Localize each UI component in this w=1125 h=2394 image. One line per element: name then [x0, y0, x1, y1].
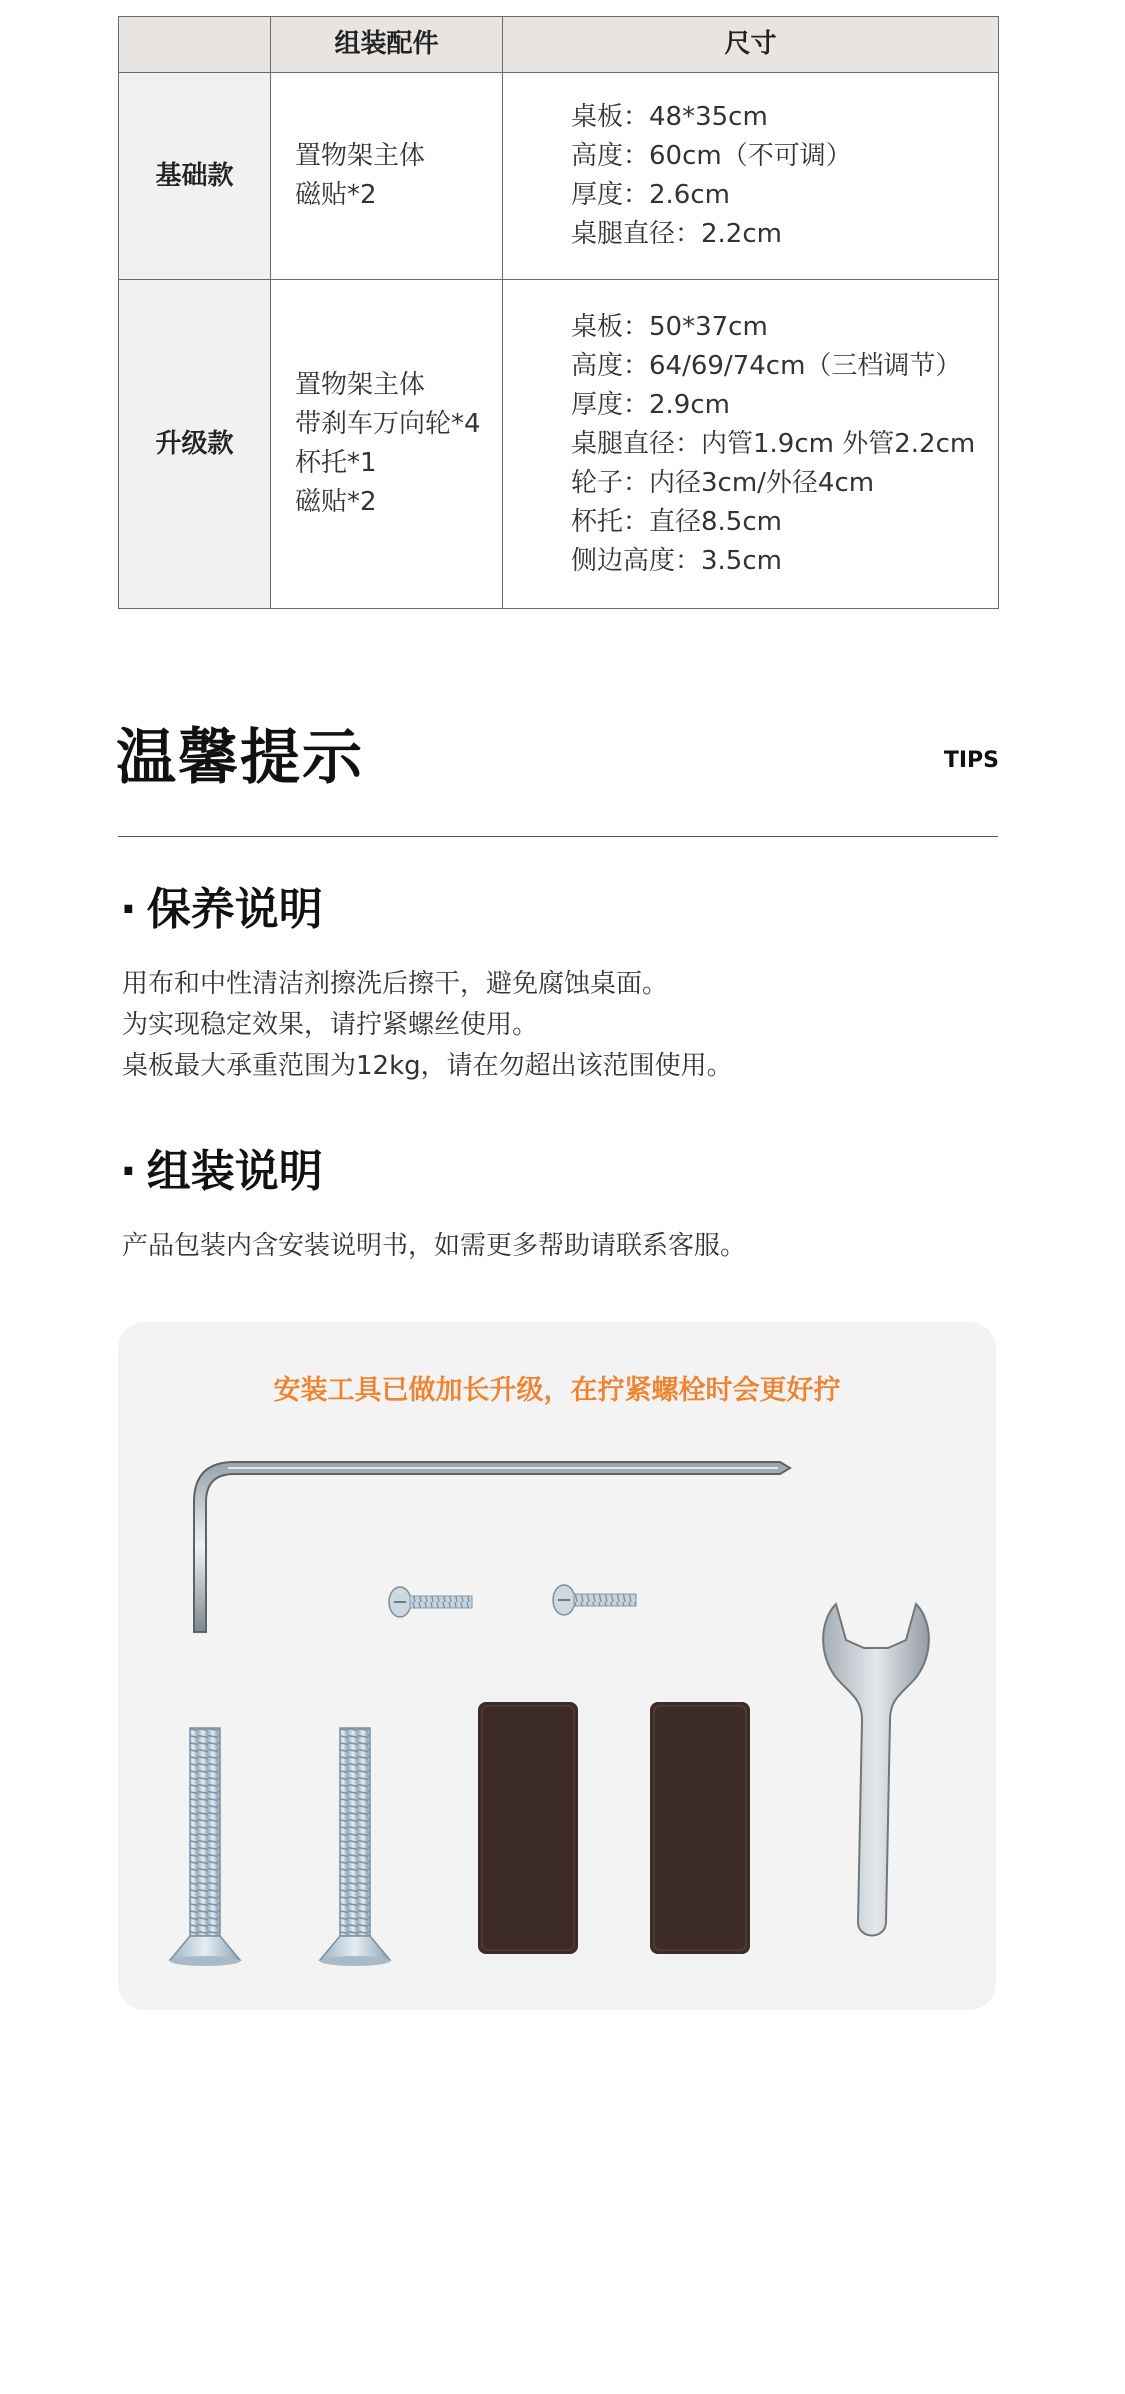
bullet-dot: ·: [120, 1146, 137, 1197]
tips-title: 温馨提示: [116, 723, 364, 793]
dims-cell: [503, 73, 999, 280]
header-model: [119, 17, 271, 73]
dim-item: 桌腿直径：内管1.9cm 外管2.2cm: [571, 428, 976, 459]
header-dimensions: 尺寸: [503, 17, 999, 73]
care-section-title: [120, 880, 323, 940]
dim-item: 轮子：内径3cm/外径4cm: [571, 467, 875, 498]
assembly-title-text: 组装说明: [146, 1146, 323, 1197]
parts-cell: [271, 280, 503, 609]
divider: [118, 836, 998, 837]
care-title-text: 保养说明: [146, 884, 323, 935]
small-screw-icon: [553, 1585, 636, 1615]
model-name: 升级款: [119, 280, 271, 609]
small-screw-icon: [389, 1587, 472, 1617]
wrench-icon: [823, 1604, 929, 1936]
tools-illustration: [118, 1322, 996, 2010]
dim-item: 厚度：2.9cm: [571, 389, 730, 420]
dims-cell: [503, 280, 999, 609]
magnetic-pad-icon: [478, 1702, 578, 1954]
long-bolt-icon: [170, 1728, 240, 1966]
part-item: 置物架主体: [295, 370, 426, 400]
part-item: 带刹车万向轮*4: [295, 409, 481, 439]
dim-item: 桌板：50*37cm: [571, 311, 768, 342]
dim-item: 高度：60cm（不可调）: [571, 141, 852, 171]
long-bolt-icon: [320, 1728, 390, 1966]
hex-key-icon: [194, 1462, 790, 1632]
tools-caption: 安装工具已做加长升级，在拧紧螺栓时会更好拧: [273, 1375, 841, 1406]
tips-subtitle: TIPS: [943, 748, 999, 773]
tools-photo: [118, 1322, 996, 2010]
table-header-row: [119, 17, 999, 73]
part-item: 磁贴*2: [295, 487, 377, 517]
part-item: 杯托*1: [295, 448, 377, 478]
dim-item: 侧边高度：3.5cm: [571, 545, 782, 576]
header-parts: 组装配件: [271, 17, 503, 73]
table-row-upgrade: [119, 280, 999, 609]
dim-item: 厚度：2.6cm: [571, 180, 730, 210]
dim-item: 杯托：直径8.5cm: [571, 506, 782, 537]
care-line: 桌板最大承重范围为12kg，请在勿超出该范围使用。: [122, 1051, 733, 1081]
assembly-line: 产品包装内含安装说明书，如需更多帮助请联系客服。: [122, 1231, 747, 1261]
assembly-section-body: [122, 1226, 746, 1267]
assembly-section-title: [120, 1142, 323, 1202]
parts-cell: [271, 73, 503, 280]
dim-item: 桌腿直径：2.2cm: [571, 219, 782, 249]
model-name: 基础款: [119, 73, 271, 280]
table-row-basic: [119, 73, 999, 280]
dim-item: 高度：64/69/74cm（三档调节）: [571, 350, 962, 381]
spec-table: [118, 16, 999, 609]
care-section-body: [122, 964, 733, 1087]
care-line: 用布和中性清洁剂擦洗后擦干，避免腐蚀桌面。: [122, 969, 669, 999]
magnetic-pad-icon: [650, 1702, 750, 1954]
part-item: 置物架主体: [295, 141, 426, 171]
part-item: 磁贴*2: [295, 180, 377, 210]
dim-item: 桌板：48*35cm: [571, 102, 768, 132]
care-line: 为实现稳定效果，请拧紧螺丝使用。: [122, 1010, 539, 1040]
bullet-dot: ·: [120, 884, 137, 935]
